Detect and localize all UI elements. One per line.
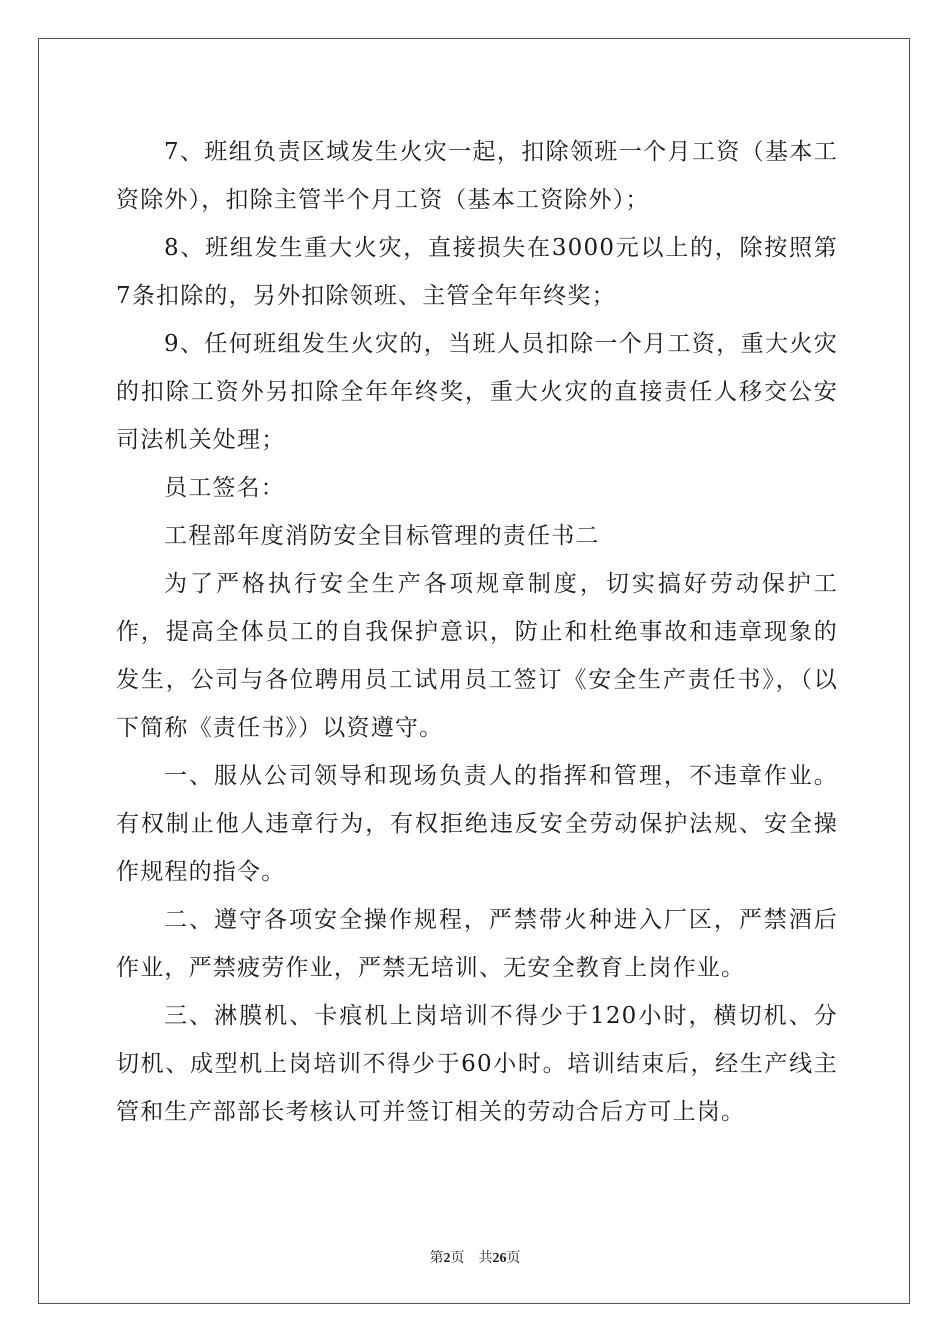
page-total: 26 bbox=[492, 1251, 507, 1266]
page-prefix: 第 bbox=[429, 1250, 444, 1266]
page-suffix: 页 bbox=[450, 1250, 465, 1266]
paragraph-item-9: 9、任何班组发生火灾的，当班人员扣除一个月工资，重大火灾的扣除工资外另扣除全年年终奖，重大火灾的直接责任人移交公安司法机关处理； bbox=[116, 331, 838, 453]
page-footer bbox=[0, 1247, 950, 1267]
paragraph-clause-2: 二、遵守各项安全操作规程，严禁带火种进入厂区，严禁酒后作业，严禁疲劳作业，严禁无培训、无安全教育上岗作业。 bbox=[116, 907, 838, 981]
paragraph-clause-1: 一、服从公司领导和现场负责人的指挥和管理，不违章作业。有权制止他人违章行为，有权拒绝违反安全劳动保护法规、安全操作规程的指令。 bbox=[116, 763, 838, 885]
document-body bbox=[116, 128, 838, 1136]
paragraph-clause-3: 三、淋膜机、卡痕机上岗培训不得少于120小时，横切机、分切机、成型机上岗培训不得少于60小时。培训结束后，经生产线主管和生产部部长考核认可并签订相关的劳动合后方可上岗。 bbox=[116, 1003, 838, 1125]
paragraph-item-8: 8、班组发生重大火灾，直接损失在3000元以上的，除按照第7条扣除的，另外扣除领班、主管全年年终奖； bbox=[116, 235, 838, 309]
paragraph-item-7: 7、班组负责区域发生火灾一起，扣除领班一个月工资（基本工资除外），扣除主管半个月工资（基本工资除外）； bbox=[116, 139, 838, 213]
paragraph-intro: 为了严格执行安全生产各项规章制度，切实搞好劳动保护工作，提高全体员工的自我保护意识，防止和杜绝事故和违章现象的发生，公司与各位聘用员工试用员工签订《安全生产责任书》，（以下简称《责任书》）以资遵守。 bbox=[116, 571, 838, 741]
section-heading: 工程部年度消防安全目标管理的责任书二 bbox=[164, 523, 600, 549]
total-suffix: 页 bbox=[506, 1250, 521, 1266]
total-prefix: 共 bbox=[478, 1250, 493, 1266]
page-current: 2 bbox=[443, 1251, 451, 1266]
employee-signature-label: 员工签名： bbox=[164, 475, 285, 501]
